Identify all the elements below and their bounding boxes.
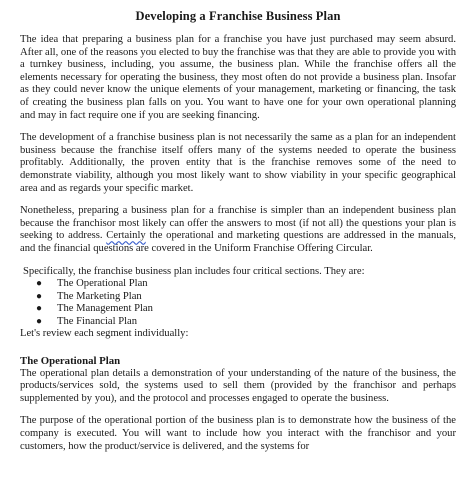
paragraph-nonetheless-end: the operational and marketing questions are addressed in the manuals, and the financial questions are covered in the Uniform Franchise Offering Circular. (20, 230, 456, 254)
spellcheck-underlined-word: Certainly (106, 230, 146, 242)
bullet-icon: ● (36, 315, 43, 327)
paragraph-nonetheless (20, 205, 456, 255)
list-item (36, 303, 456, 316)
sections-list (20, 278, 456, 328)
list-item (36, 291, 456, 304)
bullet-icon: ● (36, 290, 43, 302)
paragraph-nonetheless-start: Nonetheless, preparing a business plan for a franchise is simpler than an independent business plan because the franchisor most likely can offer the answers to most (if not all) the questions your plan is seeking to address. (20, 205, 456, 242)
list-item (36, 316, 456, 329)
review-sentence: Let's review each segment individually: (20, 328, 189, 340)
paragraph-operational-details: The operational plan details a demonstration of your understanding of the nature of the business, the products/services sold, the systems used to sell them (provided by the franchisor and perhaps supplemented by you), and the protocol and processes engaged to operate the business. (20, 367, 456, 404)
sections-intro: Specifically, the franchise business plan includes four critical sections. They are: (23, 265, 365, 277)
paragraph-operational-purpose: The purpose of the operational portion of the business plan is to demonstrate how the business of the company is executed. You will want to include how you interact with the franchisor and your customers, how the product/service is delivered, and the systems for (20, 415, 456, 452)
paragraph-intro: The idea that preparing a business plan for a franchise you have just purchased may seem absurd. After all, one of the reasons you elected to buy the franchise was that they are able to provide you with a turnkey business, including, you assume, the business plan. While the franchise offers all the elements necessary for operating the business, they most often do not provide a business plan. Insofar as they could never know the unique elements of your management, marketing or financing, the task of creating the business plan falls on you. You want to have one for your own operational planning and may in fact require one if you are seeking financing. (20, 34, 456, 121)
document-title: Developing a Franchise Business Plan (135, 9, 341, 23)
bullet-icon: ● (36, 303, 43, 315)
paragraph-development: The development of a franchise business plan is not necessarily the same as a plan for an independent business because the franchise itself offers many of the systems needed to operate the business profitably. Additionally, the proven entity that is the franchise removes some of the need to demonstrate viability, although you most likely want to show viability in your specific geographical area and as regards your specific market. (20, 132, 456, 194)
list-item-label: The Financial Plan (57, 315, 138, 327)
list-item-label: The Marketing Plan (57, 290, 142, 302)
bullet-icon: ● (36, 278, 43, 290)
list-item-label: The Management Plan (57, 303, 153, 315)
section-heading-operational-plan: The Operational Plan (20, 355, 121, 368)
list-item-label: The Operational Plan (57, 278, 148, 290)
list-item (36, 278, 456, 291)
